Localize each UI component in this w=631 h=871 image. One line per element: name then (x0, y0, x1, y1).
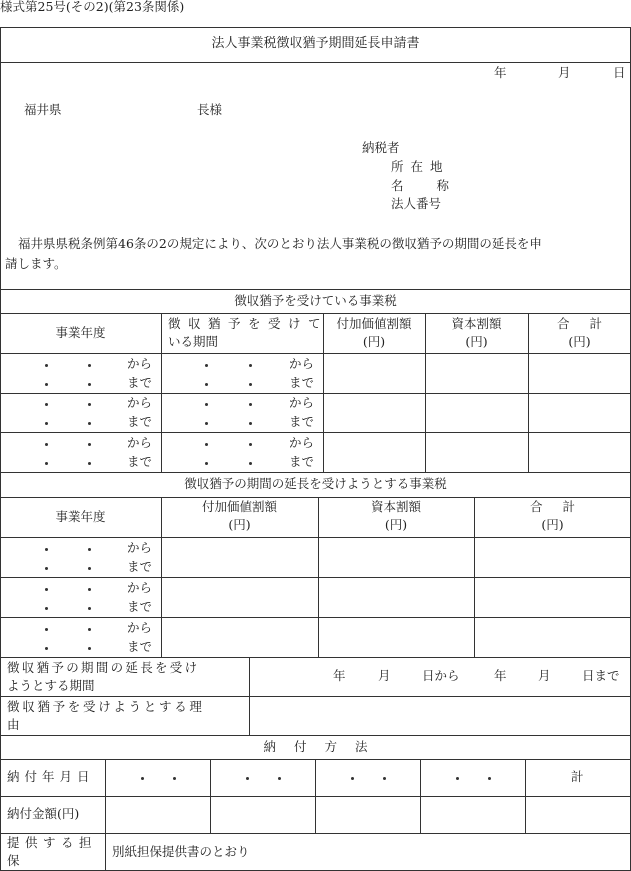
taxpayer-address-label (391, 161, 448, 174)
date-dot (88, 588, 91, 591)
date-dot (45, 628, 48, 631)
extension-label-line1: 徴収猶予の期間の延長を受け (7, 660, 200, 675)
rule (210, 759, 211, 833)
date-dot (278, 777, 281, 780)
from-label: から (127, 540, 153, 555)
to-label: まで (127, 599, 153, 614)
extension-month-2: 月 (538, 668, 551, 683)
payment-title: 納付方法 (263, 739, 386, 754)
to-label: まで (289, 414, 315, 429)
to-label: まで (127, 559, 153, 574)
date-dot (249, 383, 252, 386)
date-dot (205, 383, 208, 386)
yen-unit: (円) (568, 334, 591, 349)
date-dot (249, 364, 252, 367)
date-dot (45, 607, 48, 610)
rule (0, 497, 631, 498)
extension-year-2: 年 (494, 668, 507, 683)
from-label: から (289, 356, 315, 371)
yen-unit: (円) (541, 517, 564, 532)
date-dot (88, 422, 91, 425)
to-label: まで (127, 454, 153, 469)
to-label: まで (289, 375, 315, 390)
date-dot (45, 403, 48, 406)
from-label: から (289, 395, 315, 410)
rule (249, 657, 250, 735)
payment-amount-label: 納付金額(円) (7, 806, 80, 821)
collateral-label-line1: 提供する担 (7, 835, 98, 850)
section1-header-total: 合計 (556, 316, 622, 331)
extension-year: 年 (333, 668, 346, 683)
date-dot (88, 443, 91, 446)
body-text-line-2: 請します。 (5, 256, 67, 271)
payment-total-label: 計 (571, 769, 584, 784)
rule (525, 759, 526, 833)
taxpayer-corp-number-label: 法人番号 (391, 196, 442, 211)
extension-day-from: 日から (422, 668, 460, 683)
rule (0, 657, 631, 658)
payment-date-label: 納付年月日 (7, 769, 95, 784)
date-dot (205, 364, 208, 367)
date-dot (45, 567, 48, 570)
to-label: まで (289, 454, 315, 469)
taxpayer-heading: 納税者 (362, 140, 400, 155)
date-dot (141, 777, 144, 780)
date-dot (88, 403, 91, 406)
form-title: 法人事業税徴収猶予期間延長申請書 (211, 36, 420, 51)
date-dot (88, 567, 91, 570)
section1-header-period-line2: いる期間 (168, 334, 219, 349)
section1-header-capital: 資本割額 (451, 316, 502, 331)
rule (0, 353, 631, 354)
extension-day-to: 日まで (582, 668, 620, 683)
section2-header-capital: 資本割額 (370, 499, 421, 514)
yen-unit: (円) (362, 334, 386, 349)
section1-header-period-line1: 徴収猶予を受けて (168, 316, 329, 331)
rule (105, 759, 106, 871)
date-dot (45, 588, 48, 591)
from-label: から (127, 435, 153, 450)
section1-header-year: 事業年度 (55, 325, 106, 340)
body-text-line-1: 福井県県税条例第46条の2の規定により、次のとおり法人事業税の徴収猶予の期間の延長を申 (18, 236, 542, 251)
rule (420, 759, 421, 833)
date-dot (88, 548, 91, 551)
rule (0, 617, 631, 618)
rule (0, 62, 631, 63)
date-dot (456, 777, 459, 780)
date-dot (205, 462, 208, 465)
rule (0, 537, 631, 538)
from-label: から (127, 620, 153, 635)
from-label: から (127, 356, 153, 371)
from-label: から (127, 580, 153, 595)
date-dot (45, 462, 48, 465)
date-dot (205, 443, 208, 446)
date-dot (249, 422, 252, 425)
from-label: から (127, 395, 153, 410)
extension-label-line2: ようとする期間 (7, 678, 95, 693)
date-dot (45, 364, 48, 367)
date-dot (45, 548, 48, 551)
collateral-label-line2: 保 (7, 853, 20, 868)
section2-header-total: 合計 (529, 499, 595, 514)
label-text: 所在地 (391, 159, 450, 174)
addressee-suffix: 長様 (197, 102, 223, 117)
date-dot (88, 462, 91, 465)
addressee-prefecture: 福井県 (24, 102, 62, 117)
date-dot (205, 403, 208, 406)
date-dot (205, 422, 208, 425)
rule (0, 432, 631, 433)
date-dot (45, 383, 48, 386)
date-dot (88, 383, 91, 386)
yen-unit: (円) (465, 334, 488, 349)
rule (315, 759, 316, 833)
date-dot (246, 777, 249, 780)
date-dot (383, 777, 386, 780)
rule (0, 696, 631, 697)
date-dot (249, 443, 252, 446)
date-dot (351, 777, 354, 780)
rule (161, 313, 162, 472)
form-number-label: 様式第25号(その2)(第23条関係) (0, 0, 185, 14)
rule (0, 735, 631, 736)
rule (0, 833, 631, 834)
date-dot (249, 462, 252, 465)
date-dot (45, 443, 48, 446)
to-label: まで (127, 375, 153, 390)
reason-label-line2: 由 (7, 717, 20, 732)
date-day-label: 日 (613, 65, 626, 80)
date-dot (45, 422, 48, 425)
to-label: まで (127, 414, 153, 429)
date-dot (173, 777, 176, 780)
rule (0, 313, 631, 314)
collateral-value: 別紙担保提供書のとおり (112, 844, 250, 859)
section2-title: 徴収猶予の期間の延長を受けようとする事業税 (184, 476, 447, 491)
yen-unit: (円) (384, 517, 408, 532)
section2-header-value-added: 付加価値割額 (201, 499, 277, 514)
from-label: から (289, 435, 315, 450)
rule (0, 289, 631, 290)
date-dot (88, 647, 91, 650)
reason-label-line1: 徴収猶予を受けようとする理 (7, 699, 205, 714)
date-month-label: 月 (558, 65, 571, 80)
section1-title: 徴収猶予を受けている事業税 (234, 293, 397, 308)
date-year-label: 年 (494, 65, 507, 80)
rule (0, 472, 631, 473)
date-dot (88, 628, 91, 631)
section2-header-year: 事業年度 (55, 509, 106, 524)
date-dot (45, 647, 48, 650)
extension-month: 月 (378, 668, 391, 683)
label-text: 名称 (391, 178, 483, 193)
section1-header-value-added: 付加価値割額 (336, 316, 412, 331)
to-label: まで (127, 639, 153, 654)
yen-unit: (円) (228, 517, 251, 532)
rule (0, 393, 631, 394)
taxpayer-name-label (391, 178, 483, 193)
rule (0, 577, 631, 578)
date-dot (249, 403, 252, 406)
date-dot (488, 777, 491, 780)
date-dot (88, 607, 91, 610)
date-dot (88, 364, 91, 367)
